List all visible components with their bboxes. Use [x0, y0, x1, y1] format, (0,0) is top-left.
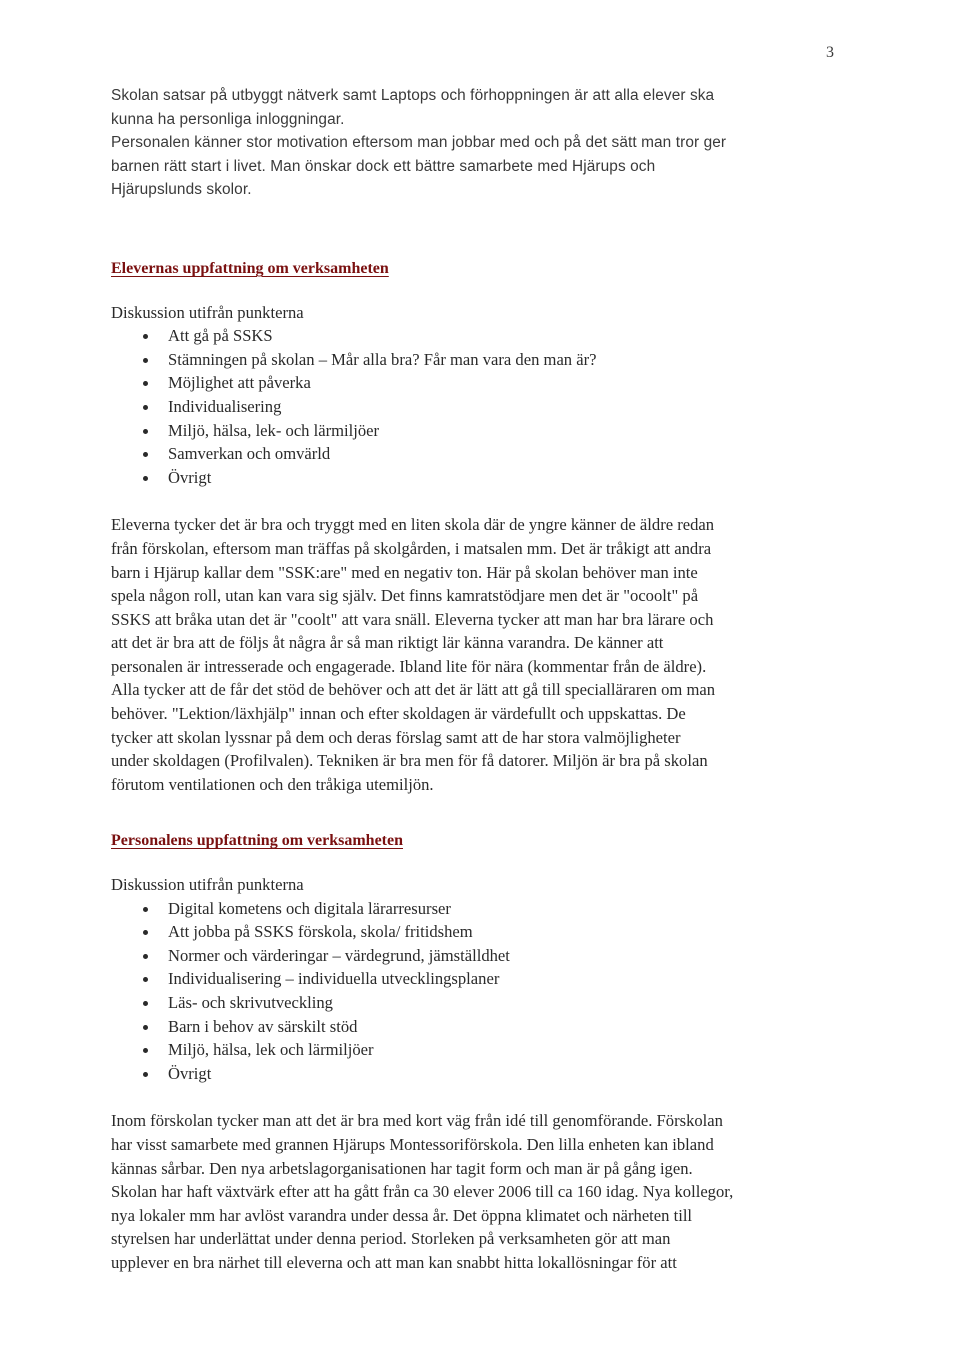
text-line: kännas sårbar. Den nya arbetslagorganisationen har tagit form och man är på gång igen.	[111, 1158, 693, 1178]
text-line: Eleverna tycker det är bra och tryggt med en liten skola där de yngre känner de äldre redan	[111, 515, 715, 535]
bullet-icon	[143, 381, 148, 386]
list-item	[111, 1062, 841, 1086]
text-line: Personalen känner stor motivation eftersom man jobbar med och på det sätt man tror ger	[111, 134, 727, 152]
text-line: behöver. "Lektion/läxhjälp" innan och efter skoldagen är värdefullt och uppskattas. De	[111, 704, 686, 724]
text-line: under skoldagen (Profilvalen). Tekniken är bra men för få datorer. Miljön är bra på skolan	[111, 751, 708, 771]
staff-body-paragraph	[111, 1109, 841, 1274]
text-line: Inom förskolan tycker man att det är bra med kort väg från idé till genomförande. Förskolan	[111, 1111, 723, 1131]
bullet-icon	[143, 1048, 148, 1053]
text-line: Skolan satsar på utbyggt nätverk samt Laptops och förhoppningen är att alla elever ska	[111, 87, 715, 104]
section-heading-students: Elevernas uppfattning om verksamheten	[111, 259, 389, 277]
text-line: har visst samarbete med grannen Hjärups Montessoriförskola. Den lilla enheten kan ibland	[111, 1134, 714, 1154]
list-item-text: Övrigt	[168, 467, 212, 487]
text-line: personalen är intresserade och engagerade. Ibland lite för nära (kommentar från de äldre).	[111, 656, 707, 676]
bullet-icon	[143, 977, 148, 982]
list-item-text: Individualisering	[168, 396, 282, 416]
bullet-icon	[143, 334, 148, 339]
students-body-paragraph	[111, 513, 841, 796]
list-item	[111, 348, 841, 372]
list-item-text: Barn i behov av särskilt stöd	[168, 1016, 358, 1036]
list-item-text: Samverkan och omvärld	[168, 444, 331, 464]
list-item-text: Att jobba på SSKS förskola, skola/ fritidshem	[168, 922, 473, 942]
bullet-icon	[143, 476, 148, 481]
bullet-icon	[143, 405, 148, 410]
list-item-text: Miljö, hälsa, lek- och lärmiljöer	[168, 420, 380, 440]
list-item	[111, 944, 841, 968]
list-item	[111, 395, 841, 419]
bullet-icon	[143, 930, 148, 935]
list-item-text: Läs- och skrivutveckling	[168, 993, 333, 1012]
list-item-text: Normer och värderingar – värdegrund, jämställdhet	[168, 945, 510, 965]
text-line: Alla tycker att de får det stöd de behöver och att det är lätt att gå till specialläraren om man	[111, 680, 716, 700]
page-number: 3	[826, 44, 834, 61]
list-item	[111, 442, 841, 466]
list-item-text: Individualisering – individuella utvecklingsplaner	[168, 969, 500, 989]
list-item	[111, 419, 841, 443]
list-item	[111, 1015, 841, 1039]
text-line: Hjärupslunds skolor.	[111, 181, 252, 199]
text-line: barnen rätt start i livet. Man önskar dock ett bättre samarbete med Hjärups och	[111, 157, 656, 175]
bullet-icon	[143, 452, 148, 457]
text-line: förutom ventilationen och den tråkiga utemiljön.	[111, 774, 434, 794]
list-item	[111, 897, 841, 921]
text-line: kunna ha personliga inloggningar.	[111, 110, 345, 128]
text-line: barn i Hjärup kallar dem "SSK:are" med en negativ ton. Här på skolan behöver man inte	[111, 562, 698, 582]
list-item	[111, 920, 841, 944]
bullet-icon	[143, 358, 148, 363]
bullet-icon	[143, 907, 148, 912]
text-line: SSKS att bråka utan det är "coolt" att vara snäll. Eleverna tycker att man har bra lärare och	[111, 609, 714, 629]
list-item	[111, 324, 841, 348]
bullet-icon	[143, 1072, 148, 1077]
list-item-text: Digital kometens och digitala lärarresurser	[168, 898, 451, 918]
text-line: att det är bra att de följs åt några år så man riktigt lär känna varandra. De känner att	[111, 633, 664, 653]
page-content	[111, 84, 841, 1275]
text-line: spela någon roll, utan kan vara sig själv. Det finns kamratstödjare men det är "ocoolt" på	[111, 586, 699, 606]
list-item	[111, 1038, 841, 1062]
bullet-list-staff	[111, 897, 841, 1086]
text-line: upplever en bra närhet till eleverna och att man kan snabbt hitta lokallösningar för att	[111, 1252, 677, 1272]
text-line: Skolan har haft växtvärk efter att ha gått från ca 30 elever 2006 till ca 160 idag. Nya kollegor,	[111, 1182, 734, 1202]
section-subheading: Diskussion utifrån punkterna	[111, 875, 304, 895]
list-item-text: Övrigt	[168, 1063, 212, 1083]
list-item	[111, 371, 841, 395]
list-item	[111, 466, 841, 490]
text-line: nya lokaler mm har avlöst varandra under dessa år. Det öppna klimatet och närheten till	[111, 1205, 693, 1225]
text-line: tycker att skolan lyssnar på dem och deras förslag samt att de har stora valmöjligheter	[111, 727, 681, 747]
section-subheading: Diskussion utifrån punkterna	[111, 302, 304, 322]
list-item-text: Stämningen på skolan – Mår alla bra? Får man vara den man är?	[168, 349, 597, 369]
bullet-icon	[143, 1001, 148, 1006]
list-item-text: Miljö, hälsa, lek och lärmiljöer	[168, 1040, 374, 1060]
intro-paragraph	[111, 84, 841, 202]
list-item-text: Att gå på SSKS	[168, 326, 273, 346]
bullet-icon	[143, 954, 148, 959]
text-line: från förskolan, eftersom man träffas på skolgården, i matsalen mm. Det är tråkigt att andra	[111, 538, 712, 558]
list-item	[111, 991, 841, 1015]
text-line: styrelsen har underlättat under denna period. Storleken på verksamheten gör att man	[111, 1229, 671, 1249]
section-heading-staff: Personalens uppfattning om verksamheten	[111, 832, 404, 850]
bullet-list-students	[111, 324, 841, 489]
list-item	[111, 967, 841, 991]
bullet-icon	[143, 429, 148, 434]
bullet-icon	[143, 1025, 148, 1030]
list-item-text: Möjlighet att påverka	[168, 373, 311, 393]
